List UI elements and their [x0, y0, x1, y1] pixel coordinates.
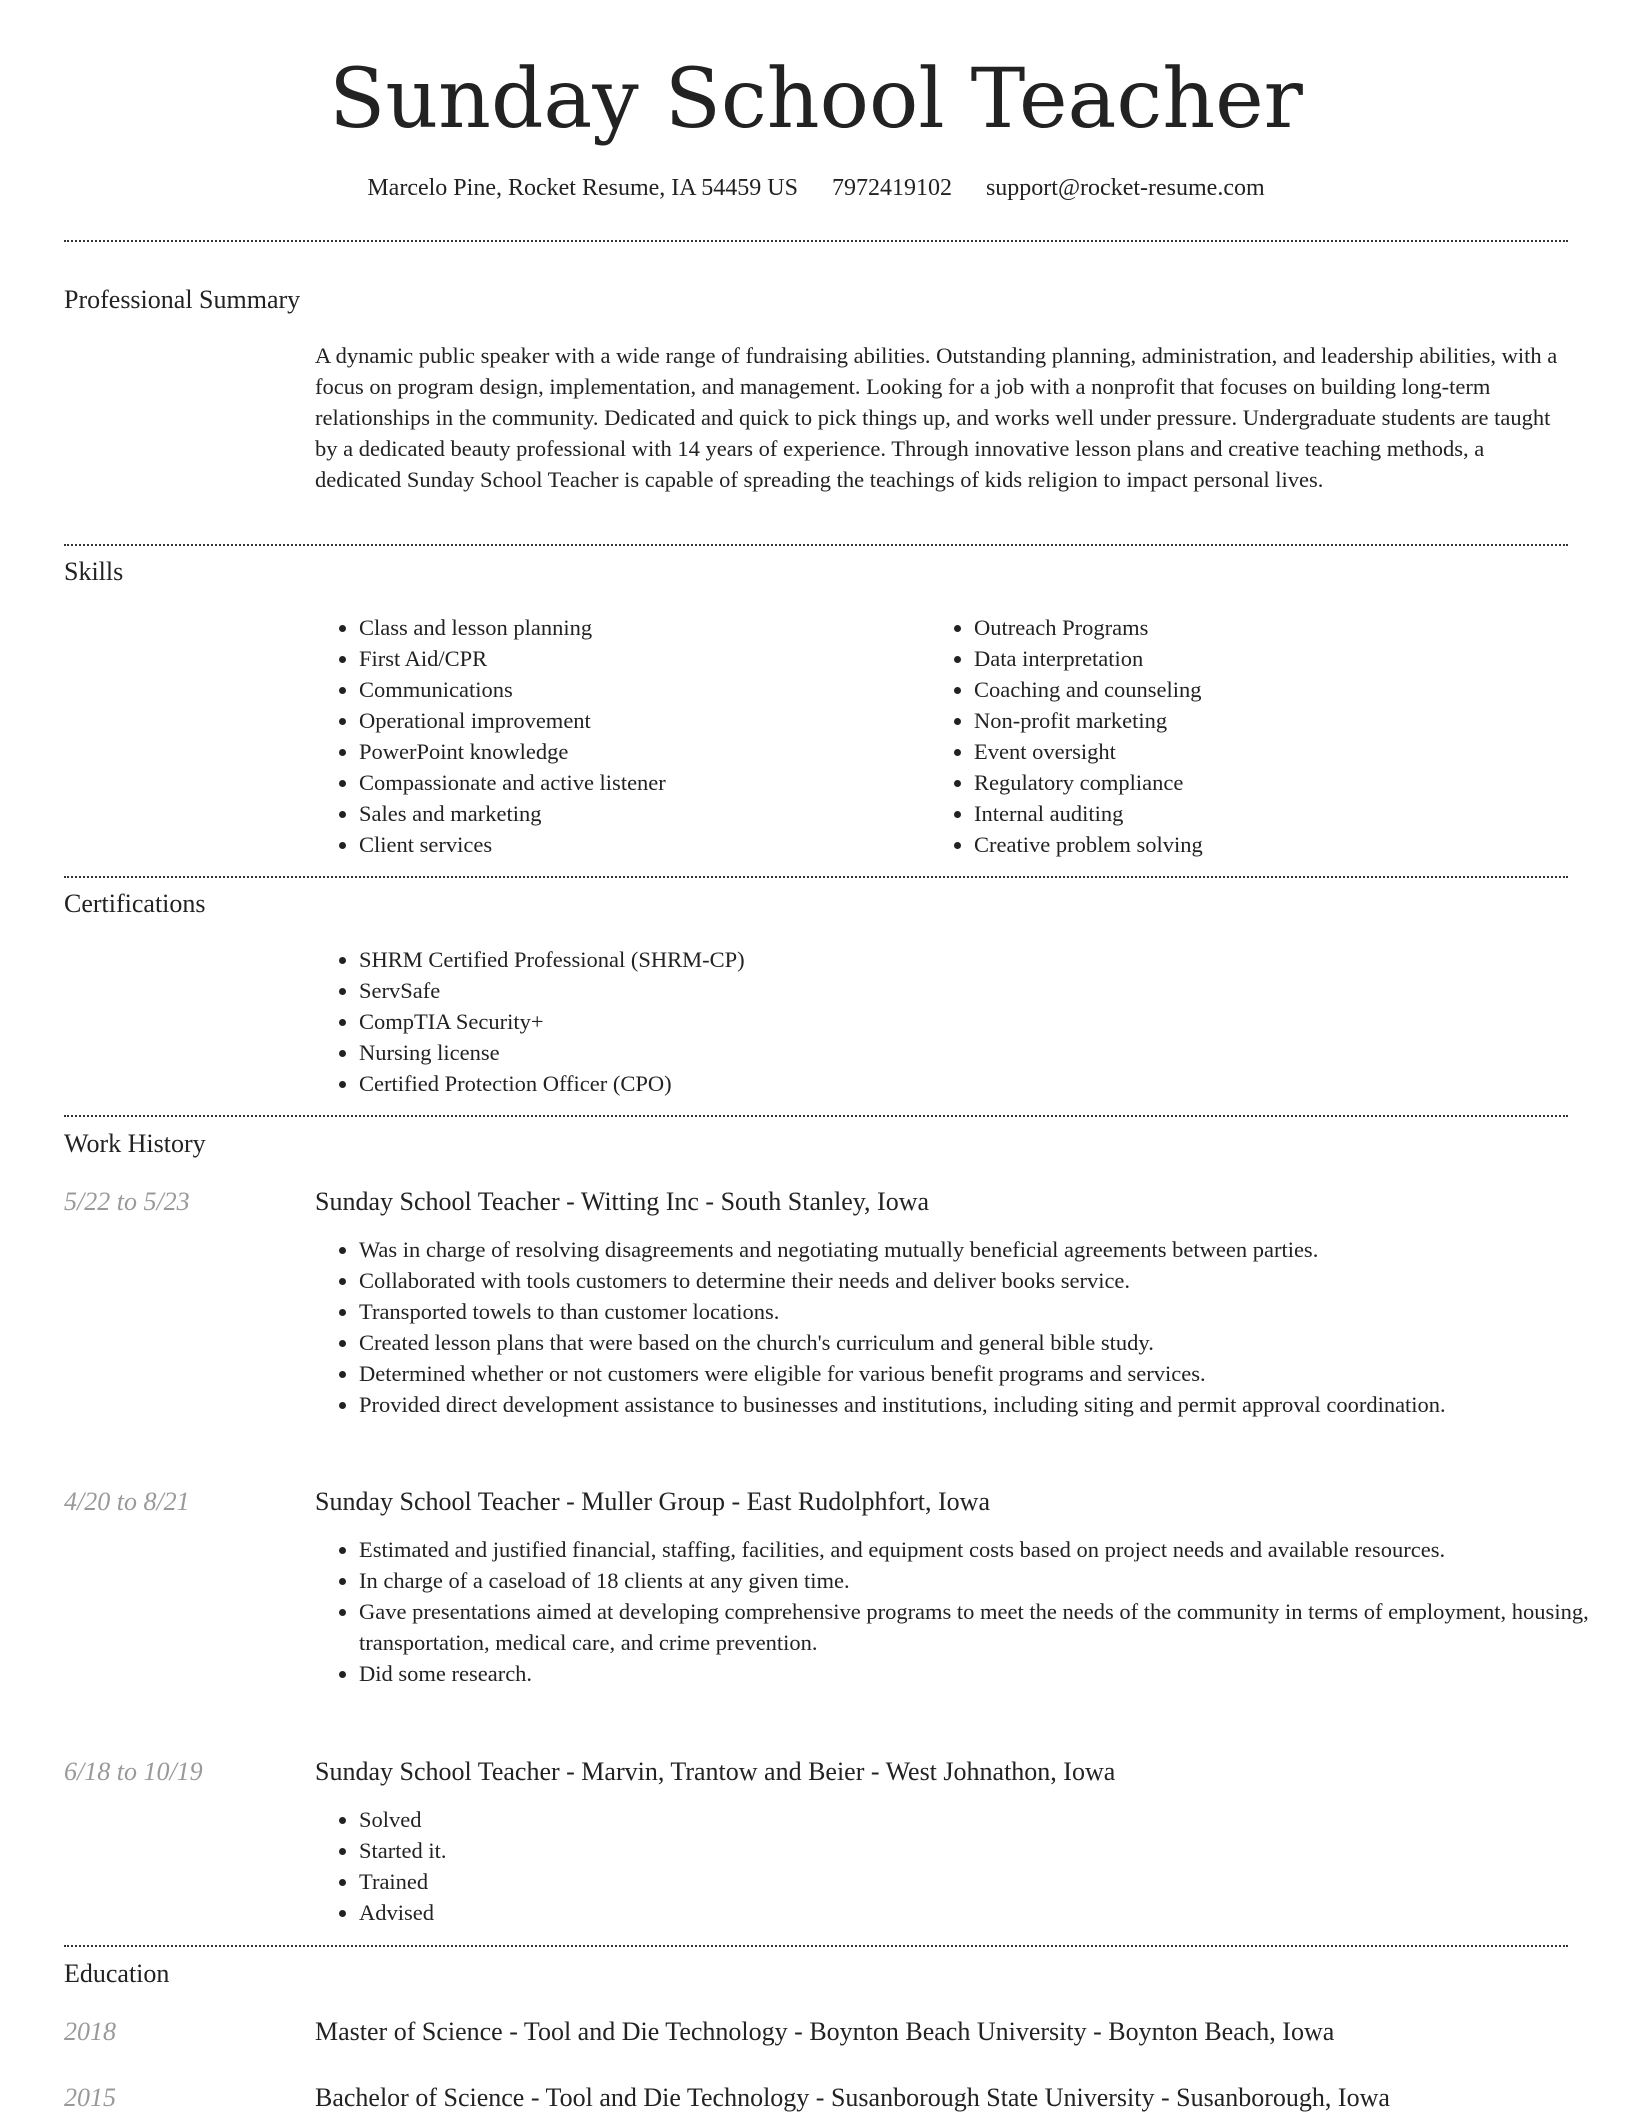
education-line: Bachelor of Science - Tool and Die Technology - Susanborough State University - Susanborough, Iowa [315, 2083, 1390, 2112]
list-item: • Class and lesson planning [359, 612, 919, 643]
section-divider [64, 240, 1568, 242]
list-item: • Compassionate and active listener [359, 767, 919, 798]
list-item: • Determined whether or not customers were eligible for various benefit programs and services. [359, 1358, 1614, 1389]
job-dates: 6/18 to 10/19 [64, 1757, 203, 1786]
list-item: • Regulatory compliance [974, 767, 1574, 798]
job-bullets [315, 1804, 1614, 1928]
list-item: • PowerPoint knowledge [359, 736, 919, 767]
contact-address: Marcelo Pine, Rocket Resume, IA 54459 US [367, 175, 798, 201]
list-item: • Gave presentations aimed at developing comprehensive programs to meet the needs of the community in terms of employment, housing, transportation, medical care, and crime prevention. [359, 1596, 1614, 1658]
list-item: • Collaborated with tools customers to determine their needs and deliver books service. [359, 1265, 1614, 1296]
section-divider [64, 1115, 1568, 1117]
job-bullets [315, 1234, 1614, 1420]
list-item: • Creative problem solving [974, 829, 1574, 860]
list-item: • Advised [359, 1897, 1614, 1928]
list-item: • Transported towels to than customer locations. [359, 1296, 1614, 1327]
education-heading: Education [64, 1959, 170, 1988]
list-item: • Provided direct development assistance to businesses and institutions, including siting and permit approval coordination. [359, 1389, 1614, 1420]
list-item: • First Aid/CPR [359, 643, 919, 674]
list-item: • Was in charge of resolving disagreements and negotiating mutually beneficial agreements between parties. [359, 1234, 1614, 1265]
list-item: • Internal auditing [974, 798, 1574, 829]
list-item: • In charge of a caseload of 18 clients at any given time. [359, 1565, 1614, 1596]
list-item: • Solved [359, 1804, 1614, 1835]
list-item: • Trained [359, 1866, 1614, 1897]
list-item: • Client services [359, 829, 919, 860]
job-dates: 4/20 to 8/21 [64, 1487, 190, 1516]
list-item: • Data interpretation [974, 643, 1574, 674]
skills-heading: Skills [64, 557, 124, 586]
skills-list-right [930, 612, 1574, 860]
section-divider [64, 544, 1568, 546]
job-title-line: Sunday School Teacher - Muller Group - East Rudolphfort, Iowa [315, 1487, 990, 1516]
list-item: • Event oversight [974, 736, 1574, 767]
summary-heading: Professional Summary [64, 285, 301, 314]
work-history-heading: Work History [64, 1129, 206, 1158]
list-item: • ServSafe [359, 975, 1559, 1006]
job-title-line: Sunday School Teacher - Marvin, Trantow and Beier - West Johnathon, Iowa [315, 1757, 1116, 1786]
contact-line [0, 170, 1632, 206]
list-item: • Non-profit marketing [974, 705, 1574, 736]
certifications-list [315, 944, 1559, 1099]
job-dates: 5/22 to 5/23 [64, 1187, 190, 1216]
education-year: 2015 [64, 2083, 116, 2112]
list-item: • Outreach Programs [974, 612, 1574, 643]
section-divider [64, 1945, 1568, 1947]
list-item: • Sales and marketing [359, 798, 919, 829]
list-item: • Operational improvement [359, 705, 919, 736]
list-item: • Did some research. [359, 1658, 1614, 1689]
summary-text: A dynamic public speaker with a wide range of fundraising abilities. Outstanding planning, administration, and leadership abilities, with a focus on program design, implementation, and management. Looking for a job with a nonprofit that focuses on building long-term relationships in the community. Dedicated and quick to pick things up, and works well under pressure. Undergraduate students are taught by a dedicated beauty professional with 14 years of experience. Through innovative lesson plans and creative teaching methods, a dedicated Sunday School Teacher is capable of spreading the teachings of kids religion to impact personal lives. [315, 343, 1558, 492]
skills-list-left [315, 612, 919, 860]
job-title-line: Sunday School Teacher - Witting Inc - South Stanley, Iowa [315, 1187, 930, 1216]
list-item: • Created lesson plans that were based on the church's curriculum and general bible study. [359, 1327, 1614, 1358]
job-bullets [315, 1534, 1614, 1689]
education-line: Master of Science - Tool and Die Technology - Boynton Beach University - Boynton Beach, Iowa [315, 2017, 1335, 2046]
list-item: • CompTIA Security+ [359, 1006, 1559, 1037]
list-item: • Coaching and counseling [974, 674, 1574, 705]
list-item: • Nursing license [359, 1037, 1559, 1068]
list-item: • Communications [359, 674, 919, 705]
contact-email: support@rocket-resume.com [985, 175, 1265, 201]
contact-phone: 7972419102 [831, 175, 952, 201]
certifications-heading: Certifications [64, 889, 206, 918]
list-item: • SHRM Certified Professional (SHRM-CP) [359, 944, 1559, 975]
list-item: • Started it. [359, 1835, 1614, 1866]
resume-title: Sunday School Teacher [329, 52, 1303, 147]
list-item: • Certified Protection Officer (CPO) [359, 1068, 1559, 1099]
education-year: 2018 [64, 2017, 116, 2046]
section-divider [64, 876, 1568, 878]
list-item: • Estimated and justified financial, staffing, facilities, and equipment costs based on project needs and available resources. [359, 1534, 1614, 1565]
